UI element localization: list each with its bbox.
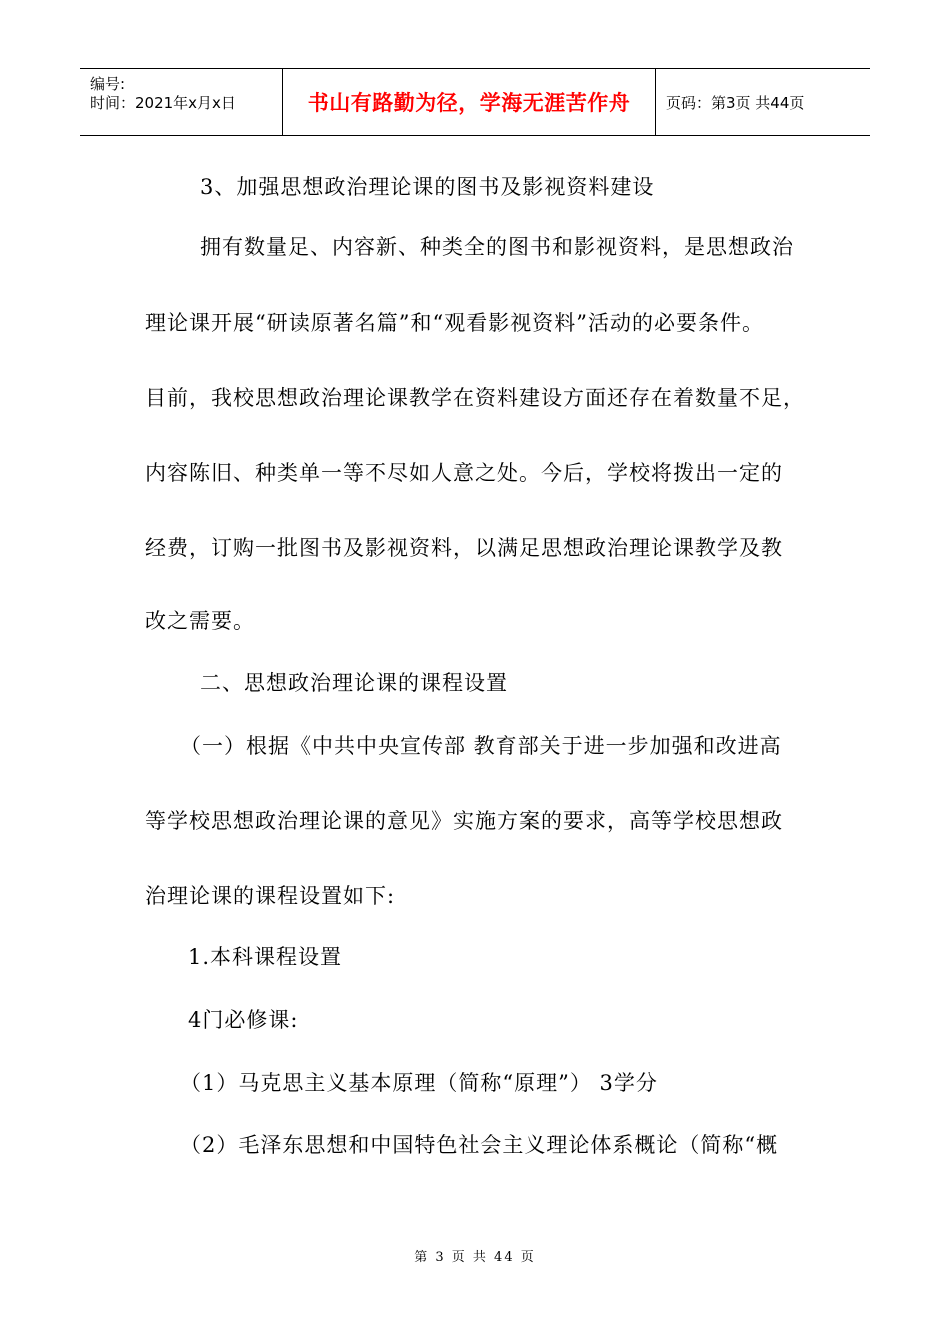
paragraph-line: 改之需要。 — [145, 609, 255, 633]
paragraph-line: 4门必修课: — [188, 1008, 299, 1032]
paragraph-line: 理论课开展“研读原著名篇”和“观看影视资料”活动的必要条件。 — [145, 311, 764, 335]
paragraph-line: 等学校思想政治理论课的意见》实施方案的要求，高等学校思想政 — [145, 809, 783, 833]
document-number-label: 编号: — [90, 75, 126, 93]
document-time-label: 时间：2021年x月x日 — [90, 94, 236, 112]
subsection-heading: 1.本科课程设置 — [188, 945, 343, 969]
paragraph-line: 拥有数量足、内容新、种类全的图书和影视资料，是思想政治 — [200, 235, 794, 259]
paragraph-line: 目前，我校思想政治理论课教学在资料建设方面还存在着数量不足， — [145, 386, 805, 410]
section-heading: 二、思想政治理论课的课程设置 — [200, 671, 508, 695]
page-footer: 第 3 页 共 44 页 — [414, 1250, 536, 1265]
header-page-label: 页码：第3页 共44页 — [666, 93, 805, 112]
paragraph-line: 经费，订购一批图书及影视资料，以满足思想政治理论课教学及教 — [145, 536, 783, 560]
list-item: （2）毛泽东思想和中国特色社会主义理论体系概论（简称“概 — [180, 1133, 779, 1157]
paragraph-line: 治理论课的课程设置如下: — [145, 884, 396, 908]
header-motto: 书山有路勤为径，学海无涯苦作舟 — [307, 91, 631, 115]
paragraph-line: （一）根据《中共中央宣传部 教育部关于进一步加强和改进高 — [180, 734, 782, 758]
page-header — [80, 68, 870, 136]
section-heading: 3、加强思想政治理论课的图书及影视资料建设 — [200, 175, 655, 199]
paragraph-line: 内容陈旧、种类单一等不尽如人意之处。今后，学校将拨出一定的 — [145, 461, 783, 485]
header-meta — [80, 69, 282, 135]
list-item: （1）马克思主义基本原理（简称“原理”） 3学分 — [180, 1071, 658, 1095]
